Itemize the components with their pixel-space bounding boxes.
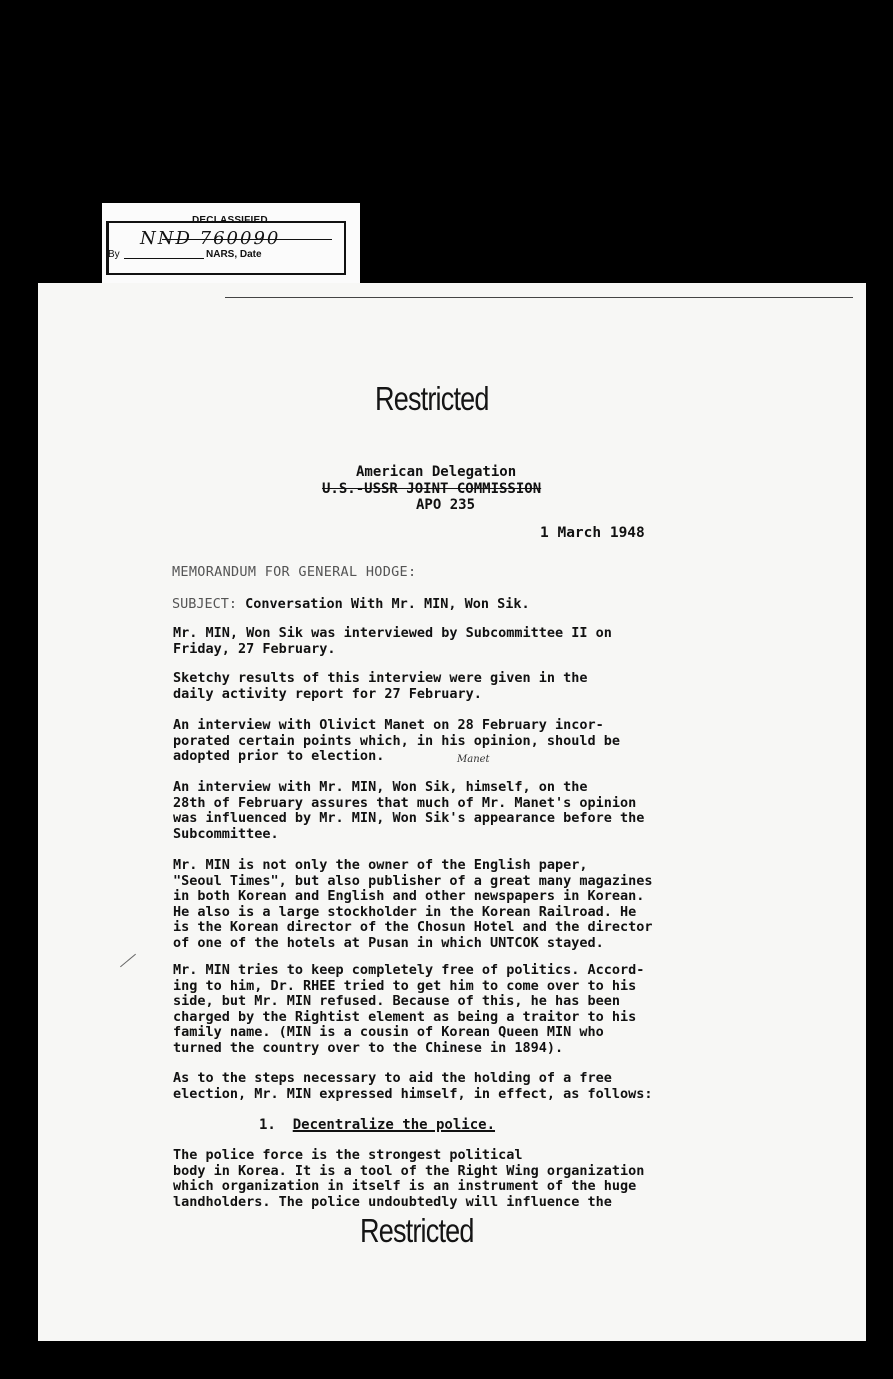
stamp-authority: NND 760090 — [140, 228, 281, 249]
text-line: He also is a large stockholder in the Korean Railroad. He — [173, 903, 637, 920]
text-line: Subcommittee. — [173, 825, 279, 842]
text-line: which organization in itself is an instrument of the huge — [173, 1178, 637, 1195]
subject-line — [172, 596, 530, 612]
stamp-nars-label: NARS, Date — [206, 249, 262, 260]
text-line: election, Mr. MIN expressed himself, in effect, as follows: — [173, 1085, 653, 1102]
text-line: An interview with Olivict Manet on 28 February incor- — [173, 717, 604, 733]
paragraph-sketchy-results — [173, 671, 718, 702]
text-line: Mr. MIN, Won Sik was interviewed by Subcommittee II on — [173, 625, 612, 641]
text-line: Friday, 27 February. — [173, 640, 336, 657]
paragraph-min-interview — [173, 780, 718, 842]
document-date: 1 March 1948 — [540, 525, 645, 541]
text-line: An interview with Mr. MIN, Won Sik, himself, on the — [173, 779, 588, 795]
subject-label: SUBJECT: — [172, 596, 238, 612]
numbered-item-1 — [259, 1117, 495, 1133]
text-line: porated certain points which, in his opinion, should be — [173, 732, 621, 749]
stamp-by-line — [124, 258, 204, 259]
header-delegation: American Delegation — [356, 464, 517, 480]
page-top-rule — [225, 297, 853, 298]
stamp-by-label: By — [108, 249, 120, 260]
stamp-title: DECLASSIFIED — [192, 215, 268, 226]
header-commission: U.S.-USSR JOINT COMMISSION — [322, 481, 542, 497]
text-line: The police force is the strongest political — [173, 1147, 523, 1163]
text-line: ing to him, Dr. RHEE tried to get him to come over to his — [173, 977, 637, 994]
text-line: in both Korean and English and other newspapers in Korean. — [173, 888, 645, 905]
text-line: daily activity report for 27 February. — [173, 685, 482, 702]
text-line: is the Korean director of the Chosun Hotel and the director — [173, 919, 653, 936]
paragraph-manet-interview — [173, 718, 718, 765]
paragraph-min-background — [173, 858, 718, 952]
classification-top: Restricted — [375, 380, 489, 417]
text-line: turned the country over to the Chinese in 1894). — [173, 1039, 564, 1056]
memo-to: MEMORANDUM FOR GENERAL HODGE: — [172, 564, 417, 580]
text-line: charged by the Rightist element as being a traitor to his — [173, 1008, 637, 1025]
text-line: "Seoul Times", but also publisher of a great many magazines — [173, 872, 653, 889]
text-line: family name. (MIN is a cousin of Korean Queen MIN who — [173, 1024, 604, 1041]
text-line: body in Korea. It is a tool of the Right Wing organization — [173, 1162, 645, 1179]
text-line: Sketchy results of this interview were given in the — [173, 670, 588, 686]
text-line: 28th of February assures that much of Mr. Manet's opinion — [173, 794, 637, 811]
subject-text: Conversation With Mr. MIN, Won Sik. — [245, 596, 530, 612]
text-line: Mr. MIN is not only the owner of the English paper, — [173, 857, 588, 873]
text-line: Mr. MIN tries to keep completely free of politics. Accord- — [173, 962, 645, 978]
text-line: was influenced by Mr. MIN, Won Sik's appearance before the — [173, 810, 645, 827]
header-apo: APO 235 — [416, 497, 476, 513]
classification-bottom: Restricted — [360, 1212, 474, 1249]
text-line: As to the steps necessary to aid the holding of a free — [173, 1070, 612, 1086]
text-line: of one of the hotels at Pusan in which UNTCOK stayed. — [173, 934, 604, 951]
handwritten-note: Manet — [457, 754, 490, 765]
paragraph-free-election — [173, 1071, 718, 1102]
text-line: side, but Mr. MIN refused. Because of this, he has been — [173, 993, 621, 1010]
declassification-stamp — [102, 203, 360, 283]
stamp-authority-line — [162, 239, 332, 240]
paragraph-politics — [173, 963, 718, 1057]
item-heading: Decentralize the police. — [292, 1117, 496, 1133]
text-line: landholders. The police undoubtedly will influence the — [173, 1193, 612, 1210]
paragraph-interview — [173, 626, 718, 657]
item-number: 1. — [259, 1117, 276, 1133]
text-line: adopted prior to election. — [173, 748, 385, 765]
paragraph-police-force — [173, 1148, 718, 1210]
